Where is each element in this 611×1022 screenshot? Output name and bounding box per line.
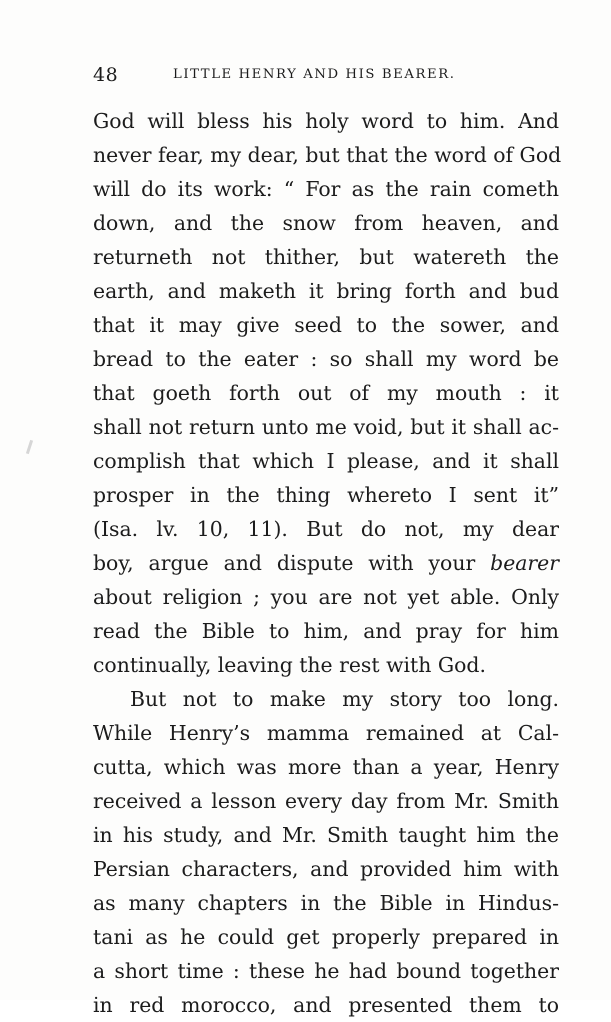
text-line: returneth not thither, but watereth the <box>93 245 559 269</box>
text-line: continually, leaving the rest with God. <box>93 653 486 677</box>
text-line: (Isa. lv. 10, 11). But do not, my dear <box>93 517 559 541</box>
text-line: down, and the snow from heaven, and <box>93 211 559 235</box>
text-line: read the Bible to him, and pray for him <box>93 619 559 643</box>
text-line: that goeth forth out of my mouth : it <box>93 381 559 405</box>
running-head <box>93 64 523 90</box>
text-line: prosper in the thing whereto I sent it” <box>93 483 559 507</box>
body-text <box>93 104 562 1022</box>
text-line: cutta, which was more than a year, Henry <box>93 755 559 779</box>
text-line: earth, and maketh it bring forth and bud <box>93 279 559 303</box>
text-line: While Henry’s mamma remained at Cal- <box>93 721 559 745</box>
text-line: bread to the eater : so shall my word be <box>93 347 559 371</box>
text-line: a short time : these he had bound together <box>93 959 559 983</box>
italic-word: bearer <box>490 551 559 575</box>
text-line: as many chapters in the Bible in Hindus- <box>93 891 559 915</box>
text-line-segment: boy, argue and dispute with your <box>93 551 491 575</box>
text-line: never fear, my dear, but that the word of God <box>93 143 562 167</box>
text-line: received a lesson every day from Mr. Smith <box>93 789 559 813</box>
text-line: tani as he could get properly prepared in <box>93 925 559 949</box>
text-line: Persian characters, and provided him with <box>93 857 559 881</box>
running-title: LITTLE HENRY AND HIS BEARER. <box>173 67 456 82</box>
text-line: that it may give seed to the sower, and <box>93 313 559 337</box>
text-line: in his study, and Mr. Smith taught him the <box>93 823 559 847</box>
text-line: in red morocco, and presented them to <box>93 993 559 1017</box>
text-line: complish that which I please, and it shall <box>93 449 559 473</box>
text-line: shall not return unto me void, but it shall ac- <box>93 415 559 439</box>
text-line: But not to make my story too long. <box>130 687 559 711</box>
text-line: about religion ; you are not yet able. Only <box>93 585 559 609</box>
paper-mark <box>26 440 33 454</box>
text-line: will do its work: “ For as the rain cometh <box>93 177 559 201</box>
text-line: God will bless his holy word to him. And <box>93 109 559 133</box>
text-line <box>93 546 559 580</box>
page-number: 48 <box>93 64 119 86</box>
